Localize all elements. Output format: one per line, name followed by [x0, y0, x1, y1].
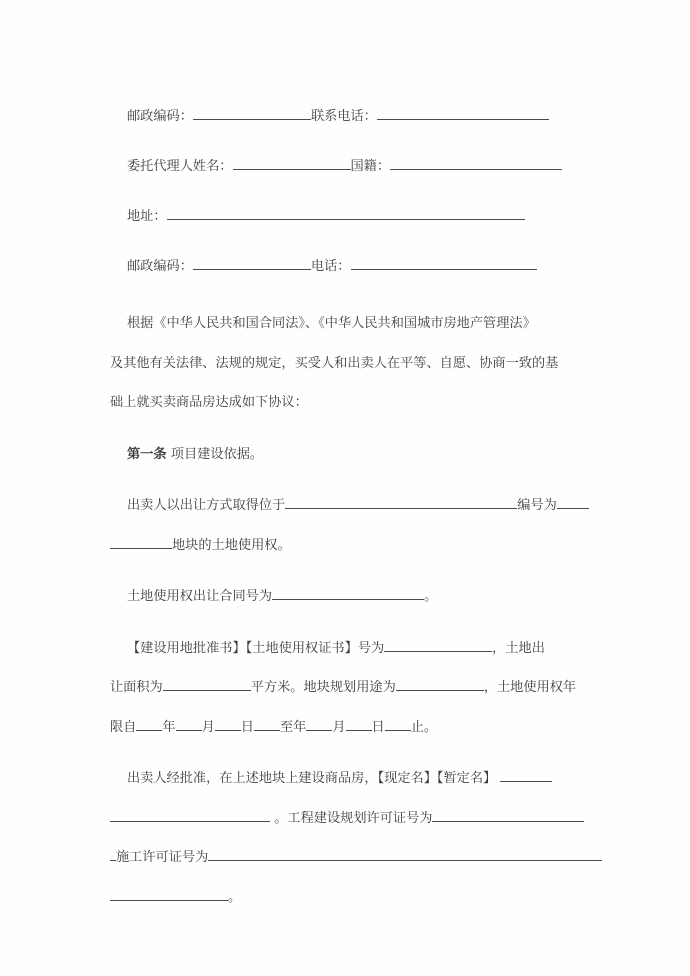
land-certificate-line-2: [110, 668, 590, 708]
text-term-end: 止。: [410, 719, 438, 735]
blank-agent-name[interactable]: [233, 158, 351, 170]
blank-start-day[interactable]: [215, 718, 241, 730]
preamble-line-1: 根据《中华人民共和国合同法》、《中华人民共和国城市房地产管理法》: [127, 316, 536, 331]
article-one-heading: [110, 435, 590, 475]
blank-nationality[interactable]: [390, 158, 562, 170]
construction-approval-line-4: [110, 878, 590, 918]
construction-approval-line-1: [110, 759, 590, 799]
blank-construction-permit-number[interactable]: [208, 849, 602, 861]
blank-grant-contract-number[interactable]: [272, 588, 424, 600]
construction-approval-line-3: [110, 838, 590, 878]
grant-contract-number-line: [110, 577, 590, 617]
blank-planning-permit-number[interactable]: [432, 809, 584, 821]
spacer: [110, 747, 590, 759]
blank-after-start-day[interactable]: [254, 718, 280, 730]
document-body: [110, 92, 590, 917]
spacer: [110, 423, 590, 435]
text-certificate-label: 【建设用地批准书】【土地使用权证书】号为: [127, 640, 385, 656]
article-one-title: 项目建设依据。: [170, 446, 264, 462]
blank-certificate-number[interactable]: [384, 639, 492, 651]
blank-end-month-pre[interactable]: [306, 718, 332, 730]
text-certificate-tail: ，土地出: [492, 640, 545, 656]
blank-land-number-part2[interactable]: [110, 536, 172, 548]
text-planning-permit-label: 。工程建设规划许可证号为: [274, 810, 433, 826]
land-acquisition-line-2: [110, 526, 590, 566]
blank-construction-permit-continued[interactable]: [110, 888, 228, 900]
field-row-postal-phone: [110, 242, 590, 292]
blank-grant-area[interactable]: [163, 679, 251, 691]
spacer: [110, 565, 590, 577]
blank-phone[interactable]: [351, 258, 537, 270]
spacer: [110, 617, 590, 629]
blank-planned-use[interactable]: [396, 679, 484, 691]
spacer: [110, 292, 590, 304]
blank-end-day-pre[interactable]: [346, 718, 372, 730]
blank-contact-phone[interactable]: [377, 108, 549, 120]
blank-start-month[interactable]: [176, 718, 202, 730]
field-row-address: [110, 192, 590, 242]
text-construction-approval: 出卖人经批准，在上述地块上建设商品房，【现定名】【暂定名】: [127, 771, 497, 786]
text-construction-permit-end: 。: [228, 889, 242, 905]
text-month-1: 月: [201, 719, 215, 735]
blank-start-year[interactable]: [136, 718, 162, 730]
label-agent-name: 委托代理人姓名：: [127, 159, 233, 174]
text-area-unit-and-use: 平方米。地块规划用途为: [250, 680, 396, 695]
blank-postal-code[interactable]: [193, 108, 311, 120]
label-nationality: 国籍：: [350, 159, 391, 174]
text-term-label: ，土地使用权年: [483, 680, 577, 695]
article-one-number: 第一条: [127, 446, 167, 462]
spacer: [110, 474, 590, 486]
blank-land-number-part1[interactable]: [557, 497, 589, 509]
text-land-acquisition-prefix: 出卖人以出让方式取得位于: [127, 498, 286, 513]
blank-project-name-part2[interactable]: [110, 809, 270, 821]
text-grant-contract-prefix: 土地使用权出让合同号为: [127, 589, 273, 604]
text-land-number-label: 编号为: [517, 498, 557, 513]
blank-end-tail[interactable]: [385, 718, 411, 730]
blank-land-location[interactable]: [285, 497, 517, 509]
field-row-postal-contact-phone: [110, 92, 590, 142]
text-grant-contract-suffix: 。: [424, 589, 438, 604]
land-certificate-line-1: [110, 629, 590, 669]
text-day-1: 日: [240, 719, 254, 735]
label-phone: 电话：: [310, 259, 351, 274]
text-day-2: 日: [371, 719, 385, 735]
text-term-to: 至年: [279, 719, 307, 735]
text-grant-area-label: 让面积为: [110, 680, 163, 695]
text-month-2: 月: [332, 719, 346, 735]
construction-approval-line-2: [110, 799, 590, 839]
blank-address[interactable]: [167, 208, 525, 220]
label-postal-code: 邮政编码：: [127, 109, 193, 124]
text-construction-permit-label: 施工许可证号为: [116, 850, 209, 865]
preamble-line-2: 及其他有关法律、法规的规定，买受人和出卖人在平等、自愿、协商一致的基: [110, 355, 559, 371]
text-land-use-right: 地块的土地使用权。: [172, 537, 291, 553]
text-year-1: 年: [162, 719, 176, 735]
preamble-line-3: 础上就买卖商品房达成如下协议：: [110, 395, 308, 410]
text-term-from: 限自: [110, 719, 137, 735]
field-row-agent-name-nationality: [110, 142, 590, 192]
label-address: 地址：: [127, 209, 167, 224]
blank-project-name-part1[interactable]: [500, 770, 552, 782]
land-certificate-line-3: [110, 708, 590, 748]
label-contact-phone: 联系电话：: [310, 109, 377, 124]
blank-postal-code-2[interactable]: [193, 258, 311, 270]
label-postal-code-2: 邮政编码：: [127, 259, 193, 274]
land-acquisition-line-1: [110, 486, 590, 526]
